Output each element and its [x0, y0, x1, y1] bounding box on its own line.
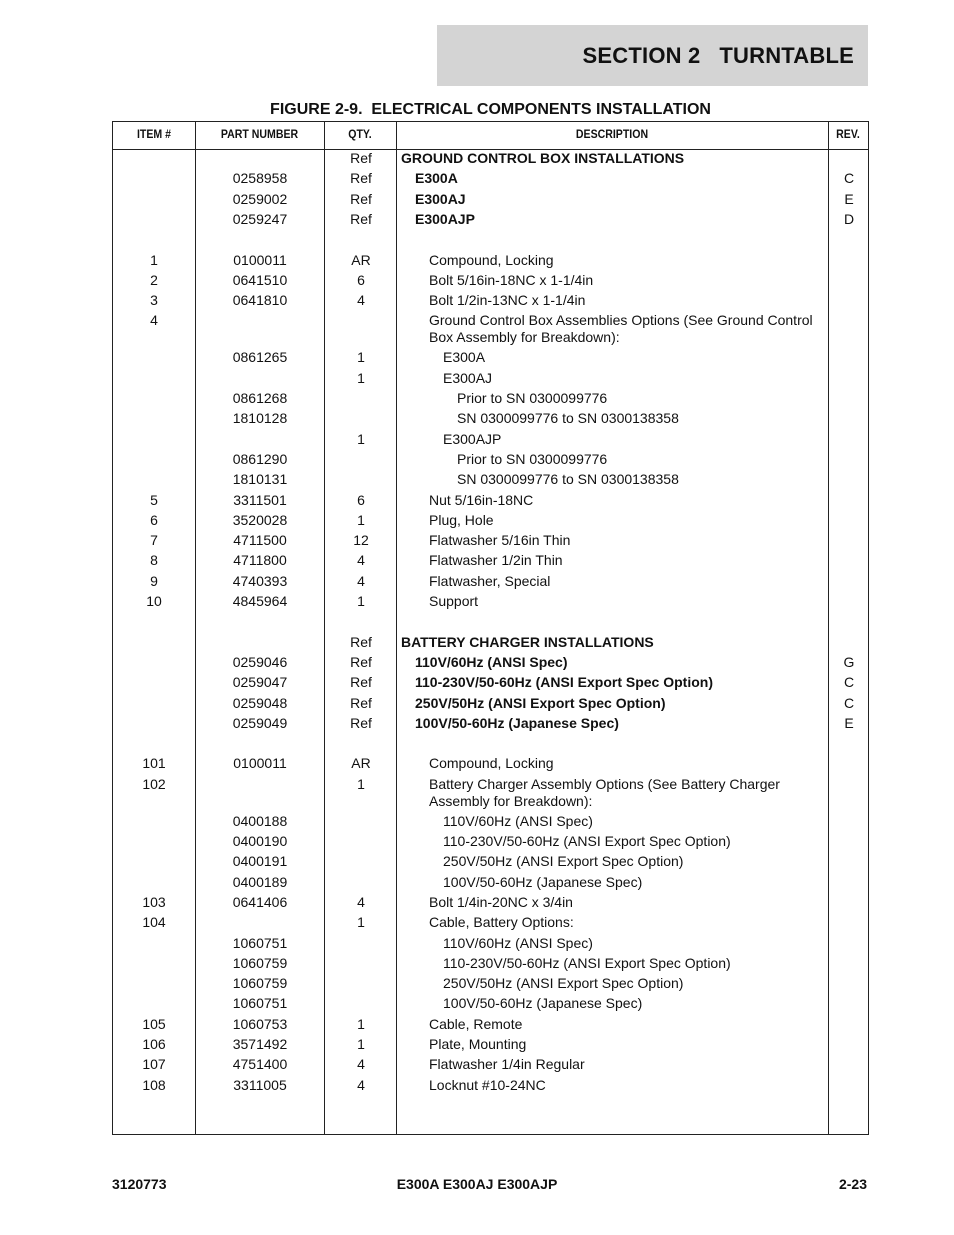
table-row [113, 776, 868, 816]
cell-part-number: 0259047 [232, 674, 288, 691]
cell-part-number: 0258958 [232, 170, 288, 187]
cell-item-number: 4 [150, 312, 158, 329]
description-line: BATTERY CHARGER INSTALLATIONS [401, 633, 654, 650]
cell-description [401, 451, 833, 468]
table-row [113, 390, 868, 410]
cell-description [401, 552, 833, 569]
cell-quantity: 1 [357, 430, 365, 447]
table-row [113, 292, 868, 312]
description-line: 110V/60Hz (ANSI Spec) [415, 653, 568, 670]
cell-quantity: Ref [350, 674, 372, 691]
cell-part-number: 3311005 [233, 1076, 287, 1093]
cell-part-number: 0259049 [232, 714, 288, 731]
table-row [113, 914, 868, 934]
table-row [113, 1077, 868, 1097]
table-row [113, 431, 868, 451]
cell-description [401, 914, 833, 931]
table-row [113, 252, 868, 272]
cell-quantity: 1 [357, 775, 365, 792]
cell-item-number: 10 [146, 593, 162, 609]
cell-revision: G [843, 653, 855, 670]
cell-description [401, 593, 833, 610]
cell-revision: E [844, 190, 854, 207]
cell-description [401, 170, 833, 187]
cell-item-number: 106 [142, 1036, 166, 1052]
table-row [113, 995, 868, 1015]
description-line: 100V/50-60Hz (Japanese Spec) [443, 995, 643, 1012]
table-row [113, 552, 868, 572]
table-row [113, 935, 868, 955]
cell-part-number: 0641406 [232, 893, 288, 910]
cell-description [401, 833, 833, 850]
cell-part-number: 1060753 [232, 1015, 288, 1032]
figure-title: FIGURE 2-9. ELECTRICAL COMPONENTS INSTALLATION [270, 101, 711, 118]
table-row [113, 833, 868, 853]
table-row [113, 370, 868, 390]
description-line: 250V/50Hz (ANSI Export Spec Option) [415, 694, 666, 711]
table-row [113, 894, 868, 914]
cell-description [401, 410, 833, 427]
table-row [113, 451, 868, 471]
table-row [113, 975, 868, 995]
cell-part-number: 1810131 [232, 471, 288, 488]
cell-part-number: 1810128 [232, 410, 288, 427]
parts-table [112, 121, 869, 1135]
cell-description [401, 695, 833, 712]
cell-revision: C [843, 170, 855, 187]
cell-item-number: 105 [142, 1015, 166, 1032]
cell-quantity: Ref [350, 653, 372, 670]
table-row [113, 170, 868, 190]
cell-description [401, 191, 833, 208]
cell-description [401, 894, 833, 911]
table-row [113, 593, 868, 613]
cell-item-number: 3 [150, 292, 158, 309]
cell-description [401, 1016, 833, 1033]
cell-item-number: 7 [150, 532, 158, 549]
cell-item-number: 101 [142, 755, 166, 772]
cell-part-number: 0641810 [232, 292, 288, 309]
cell-part-number: 0400189 [232, 873, 288, 890]
cell-quantity: 1 [357, 914, 365, 931]
description-line: E300AJP [443, 430, 502, 447]
table-row [113, 150, 868, 170]
cell-part-number: 4711500 [233, 532, 287, 549]
cell-quantity: 4 [357, 893, 365, 910]
description-line: Cable, Remote [429, 1015, 523, 1032]
table-row [113, 695, 868, 715]
cell-quantity: Ref [350, 633, 372, 650]
cell-part-number: 1060751 [232, 995, 288, 1012]
cell-item-number: 8 [150, 552, 158, 569]
cell-description [401, 312, 833, 346]
description-line: Bolt 1/2in-13NC x 1-1/4in [429, 292, 586, 309]
cell-description [401, 853, 833, 870]
footer-doc-number: 3120773 [112, 1176, 167, 1192]
table-row [113, 573, 868, 593]
cell-part-number: 0100011 [233, 755, 287, 772]
cell-item-number: 9 [150, 572, 158, 589]
cell-description [401, 776, 833, 810]
description-line: Prior to SN 0300099776 [457, 450, 608, 467]
cell-description [401, 532, 833, 549]
cell-quantity: Ref [350, 190, 372, 207]
cell-quantity: 6 [357, 271, 365, 288]
description-line: Compound, Locking [429, 755, 554, 772]
column-header-qty: QTY. [348, 127, 372, 141]
column-header-part-number: PART NUMBER [220, 127, 299, 141]
cell-part-number: 0861268 [232, 390, 288, 406]
cell-quantity: AR [351, 755, 371, 772]
cell-item-number: 102 [142, 775, 166, 792]
cell-quantity: Ref [350, 170, 372, 187]
section-title: SECTION 2 TURNTABLE [582, 42, 854, 68]
table-row [113, 1056, 868, 1076]
description-line: Bolt 1/4in-20NC x 3/4in [429, 893, 573, 910]
cell-part-number: 0259046 [232, 653, 288, 670]
cell-quantity: Ref [350, 150, 372, 166]
description-line: E300AJP [415, 210, 475, 227]
cell-part-number: 0861265 [232, 349, 288, 366]
description-line: Locknut #10-24NC [429, 1076, 546, 1093]
description-line: 110-230V/50-60Hz (ANSI Export Spec Option) [443, 954, 731, 971]
description-line: Battery Charger Assembly Options (See Battery Charger [429, 775, 780, 792]
table-row [113, 853, 868, 873]
footer-models: E300A E300AJ E300AJP [396, 1176, 558, 1192]
description-line: 100V/50-60Hz (Japanese Spec) [443, 873, 643, 890]
cell-description [401, 150, 833, 167]
description-line: 110-230V/50-60Hz (ANSI Export Spec Option) [443, 833, 731, 849]
description-line: Bolt 5/16in-18NC x 1-1/4in [429, 271, 594, 288]
cell-quantity: 1 [357, 369, 365, 386]
cell-item-number: 108 [142, 1076, 166, 1093]
cell-part-number: 4751400 [232, 1056, 288, 1073]
table-row [113, 272, 868, 292]
description-line: Ground Control Box Assemblies Options (See Ground Control [429, 312, 813, 329]
cell-item-number: 1 [150, 251, 158, 268]
column-header-description: DESCRIPTION [575, 127, 649, 141]
description-line: 250V/50Hz (ANSI Export Spec Option) [443, 975, 684, 992]
description-line: Flatwasher 5/16in Thin [429, 532, 571, 549]
cell-part-number: 3520028 [232, 511, 288, 528]
table-row [113, 410, 868, 430]
table-row [113, 1016, 868, 1036]
section-header [437, 25, 868, 86]
description-line: SN 0300099776 to SN 0300138358 [457, 410, 679, 427]
description-line: E300A [443, 349, 486, 366]
cell-description [401, 715, 833, 732]
cell-description [401, 955, 833, 972]
cell-part-number: 0259247 [232, 210, 288, 227]
column-header-item: ITEM # [136, 127, 172, 141]
cell-part-number: 4711800 [233, 552, 287, 569]
table-row [113, 654, 868, 674]
cell-part-number: 1060759 [232, 954, 288, 971]
cell-part-number: 1060759 [232, 975, 288, 992]
cell-description [401, 674, 833, 691]
cell-description [401, 573, 833, 590]
table-row [113, 955, 868, 975]
cell-quantity: 1 [357, 1015, 365, 1032]
description-line: Assembly for Breakdown): [429, 792, 593, 809]
cell-item-number: 107 [142, 1056, 166, 1073]
table-row [113, 349, 868, 369]
cell-description [401, 252, 833, 269]
table-row [113, 755, 868, 775]
cell-part-number: 4740393 [232, 572, 288, 589]
cell-description [401, 813, 833, 830]
cell-quantity: 6 [357, 491, 365, 508]
description-line: E300AJ [415, 190, 466, 207]
description-line: GROUND CONTROL BOX INSTALLATIONS [401, 150, 685, 166]
description-line: 110V/60Hz (ANSI Spec) [443, 934, 593, 951]
cell-item-number: 104 [142, 914, 166, 931]
cell-part-number: 0259048 [232, 694, 288, 711]
description-line: Flatwasher 1/2in Thin [429, 552, 563, 569]
cell-part-number: 0400190 [232, 833, 288, 849]
cell-quantity: 4 [357, 292, 365, 309]
table-row [113, 613, 868, 633]
description-line: Plate, Mounting [429, 1036, 527, 1052]
cell-part-number: 0259002 [232, 190, 288, 207]
description-line: Flatwasher, Special [429, 572, 551, 589]
table-row [113, 471, 868, 491]
cell-quantity: AR [351, 251, 371, 268]
table-row [113, 1036, 868, 1056]
table-row [113, 715, 868, 735]
cell-part-number: 0400188 [232, 812, 288, 829]
cell-quantity: 12 [353, 532, 369, 549]
description-line: E300A [415, 170, 458, 187]
cell-revision: E [844, 714, 854, 731]
cell-description [401, 471, 833, 488]
description-line: Prior to SN 0300099776 [457, 390, 608, 406]
description-line: Cable, Battery Options: [429, 914, 574, 931]
description-line: Plug, Hole [429, 511, 494, 528]
cell-quantity: 1 [357, 593, 365, 609]
cell-description [401, 492, 833, 509]
cell-quantity: 4 [357, 572, 365, 589]
cell-item-number: 103 [142, 893, 166, 910]
cell-revision: C [843, 694, 855, 711]
cell-quantity: Ref [350, 210, 372, 227]
cell-description [401, 755, 833, 772]
description-line: 110-230V/50-60Hz (ANSI Export Spec Option) [415, 674, 713, 691]
cell-quantity: 1 [357, 511, 365, 528]
cell-part-number: 0400191 [232, 853, 288, 870]
cell-description [401, 654, 833, 671]
table-row [113, 634, 868, 654]
cell-description [401, 935, 833, 952]
cell-part-number: 4845964 [232, 593, 288, 609]
cell-description [401, 995, 833, 1012]
cell-quantity: 4 [357, 1076, 365, 1093]
cell-part-number: 3311501 [233, 491, 287, 508]
table-row [113, 312, 868, 352]
description-line: 250V/50Hz (ANSI Export Spec Option) [443, 853, 684, 870]
table-row [113, 532, 868, 552]
table-row [113, 231, 868, 251]
cell-item-number: 6 [150, 511, 158, 528]
cell-quantity: 1 [357, 1036, 365, 1052]
cell-description [401, 211, 833, 228]
cell-description [401, 349, 833, 366]
cell-description [401, 390, 833, 407]
cell-quantity: Ref [350, 714, 372, 731]
cell-description [401, 292, 833, 309]
cell-description [401, 370, 833, 387]
table-row [113, 874, 868, 894]
cell-description [401, 1056, 833, 1073]
description-line: Support [429, 593, 479, 609]
footer-page-number: 2-23 [838, 1176, 867, 1192]
table-row [113, 211, 868, 231]
cell-quantity: 4 [357, 1056, 365, 1073]
cell-quantity: 1 [357, 349, 365, 366]
description-line: Nut 5/16in-18NC [429, 491, 534, 508]
cell-description [401, 431, 833, 448]
table-row [113, 191, 868, 211]
description-line: E300AJ [443, 369, 493, 386]
table-row [113, 512, 868, 532]
table-row [113, 735, 868, 755]
cell-revision: C [843, 674, 855, 691]
cell-revision: D [843, 210, 855, 227]
cell-part-number: 0100011 [233, 251, 287, 268]
description-line: Compound, Locking [429, 251, 554, 268]
cell-part-number: 3571492 [232, 1036, 288, 1052]
description-line: Flatwasher 1/4in Regular [429, 1056, 585, 1073]
description-line: 100V/50-60Hz (Japanese Spec) [415, 714, 619, 731]
cell-part-number: 0641510 [232, 271, 288, 288]
cell-quantity: 4 [357, 552, 365, 569]
table-row [113, 492, 868, 512]
cell-part-number: 1060751 [232, 934, 288, 951]
cell-description [401, 1036, 833, 1053]
cell-description [401, 272, 833, 289]
cell-item-number: 2 [150, 271, 158, 288]
cell-description [401, 634, 833, 651]
table-row [113, 674, 868, 694]
cell-description [401, 512, 833, 529]
description-line: SN 0300099776 to SN 0300138358 [457, 471, 679, 488]
description-line: Box Assembly for Breakdown): [429, 329, 620, 346]
description-line: 110V/60Hz (ANSI Spec) [443, 812, 593, 829]
table-row [113, 813, 868, 833]
cell-part-number: 0861290 [232, 450, 288, 467]
cell-quantity: Ref [350, 694, 372, 711]
cell-description [401, 874, 833, 891]
cell-description [401, 1077, 833, 1094]
cell-item-number: 5 [150, 491, 158, 508]
column-header-rev: REV. [836, 127, 860, 141]
cell-description [401, 975, 833, 992]
